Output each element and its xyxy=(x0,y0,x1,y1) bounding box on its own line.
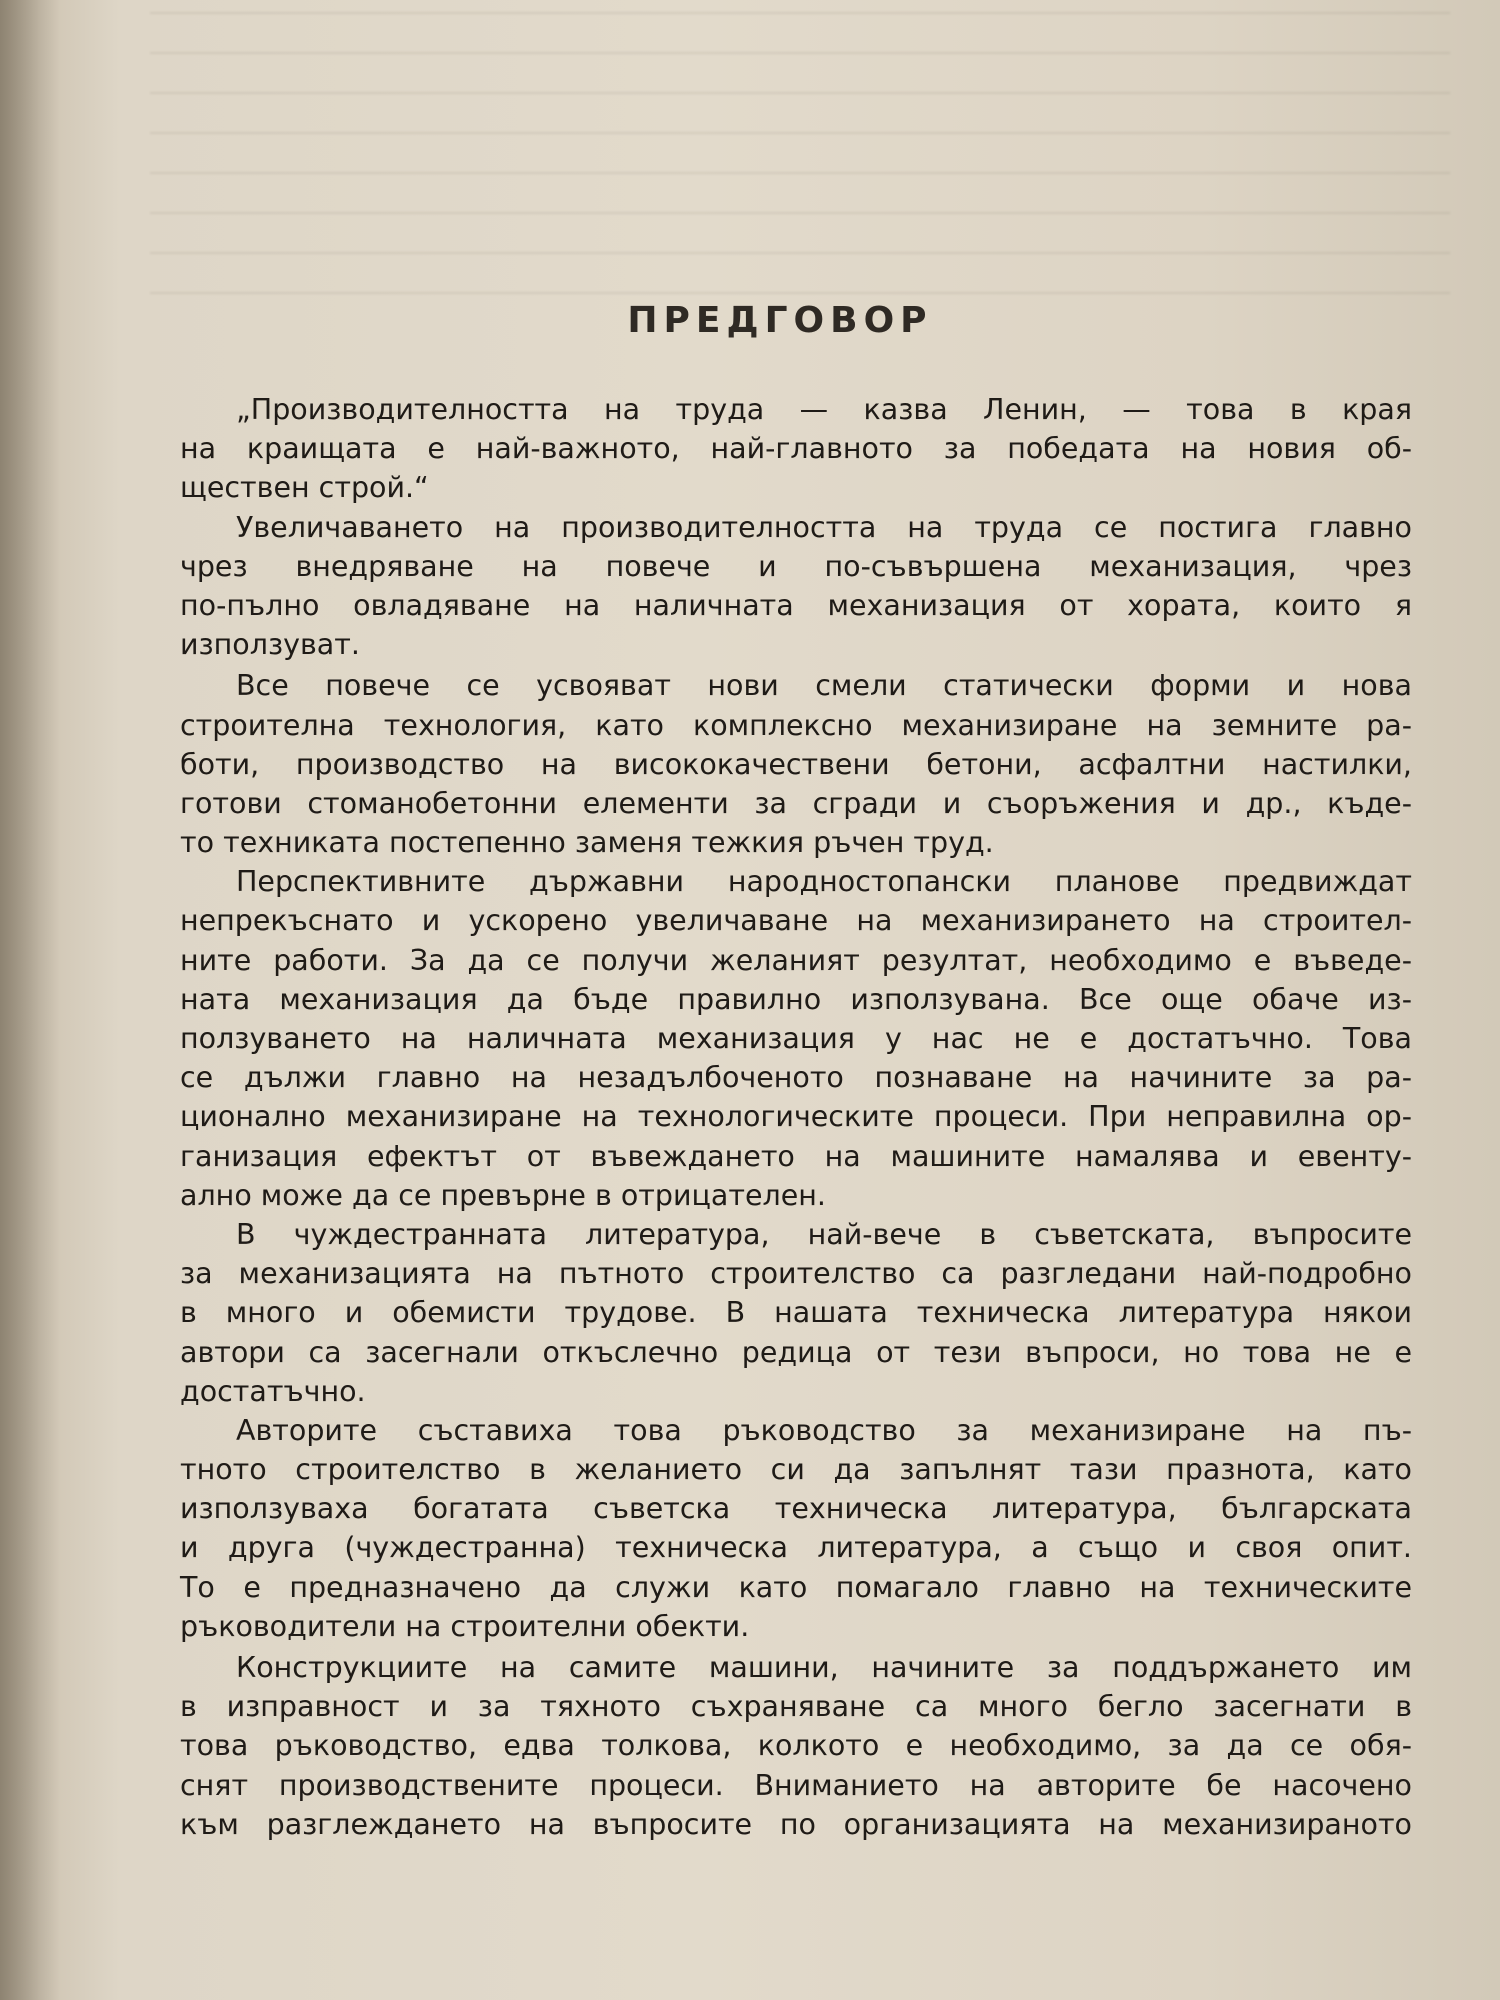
text-line: автори са засегнали откъслечно редица от тези въпроси, но това не е xyxy=(180,1335,1412,1369)
text-line: Увеличаването на производителността на труда се постига главно xyxy=(236,510,1412,544)
text-line: В чуждестранната литература, най-вече в съветската, въпросите xyxy=(236,1217,1412,1251)
text-line: строителна технология, като комплексно механизиране на земните ра- xyxy=(180,708,1412,742)
text-line: ръководители на строителни обекти. xyxy=(180,1609,750,1643)
show-through-text xyxy=(150,0,1450,320)
text-line: в много и обемисти трудове. В нашата техническа литература някои xyxy=(180,1296,1412,1330)
text-line: използуват. xyxy=(180,628,360,662)
paragraph-7 xyxy=(180,1648,1412,1844)
page-heading: ПРЕДГОВОР xyxy=(627,300,933,341)
text-line: достатъчно. xyxy=(180,1374,366,1408)
paragraph-4 xyxy=(180,862,1412,1215)
body-text xyxy=(180,390,1412,1844)
text-line: „Производителността на труда — казва Ленин, — това в края xyxy=(236,393,1412,426)
text-line: по-пълно овладяване на наличната механизация от хората, които я xyxy=(180,588,1412,622)
text-line: това ръководство, едва толкова, колкото е необходимо, за да се обя- xyxy=(180,1729,1412,1763)
text-line: и друга (чуждестранна) техническа литература, а също и своя опит. xyxy=(180,1531,1412,1565)
text-line: за механизацията на пътното строителство са разгледани най-подробно xyxy=(180,1257,1412,1291)
text-line: в изправност и за тяхното съхраняване са много бегло засегнати в xyxy=(180,1690,1412,1724)
text-line: ползуването на наличната механизация у нас не е достатъчно. Това xyxy=(180,1022,1412,1055)
text-line: То е предназначено да служи като помагало главно на техническите xyxy=(180,1570,1412,1604)
text-line: снят производствените процеси. Вниманието на авторите бе насочено xyxy=(180,1768,1412,1802)
text-line: ната механизация да бъде правилно използувана. Все още обаче из- xyxy=(180,982,1412,1016)
text-line: то техниката постепенно заменя тежкия ръчен труд. xyxy=(180,826,994,860)
text-line: ществен строй.“ xyxy=(180,471,429,505)
text-line: Авторите съставиха това ръководство за механизиране на пъ- xyxy=(236,1413,1412,1447)
text-line: Конструкциите на самите машини, начините за поддържането им xyxy=(236,1651,1412,1684)
text-line: използуваха богатата съветска техническа литература, българската xyxy=(180,1492,1412,1526)
paragraph-6 xyxy=(180,1411,1412,1646)
text-line: готови стоманобетонни елементи за сгради и съоръжения и др., къде- xyxy=(180,786,1412,820)
text-line: чрез внедряване на повече и по-съвършена механизация, чрез xyxy=(180,549,1412,583)
text-line: ално може да се превърне в отрицателен. xyxy=(180,1178,826,1212)
text-line: непрекъснато и ускорено увеличаване на механизирането на строител- xyxy=(180,904,1412,938)
text-line: Все повече се усвояват нови смели статически форми и нова xyxy=(236,669,1412,703)
paragraph-2 xyxy=(180,508,1412,665)
text-line: се дължи главно на незадълбоченото познаване на начините за ра- xyxy=(180,1061,1412,1095)
text-line: към разглеждането на въпросите по организацията на механизираното xyxy=(180,1807,1412,1841)
text-line: тното строителство в желанието си да запълнят тази празнота, като xyxy=(180,1453,1412,1487)
text-line: ганизация ефектът от въвеждането на машините намалява и евенту- xyxy=(180,1139,1412,1173)
paragraph-5 xyxy=(180,1215,1412,1411)
paragraph-1 xyxy=(180,390,1412,508)
text-line: Перспективните държавни народностопански планове предвиждат xyxy=(236,865,1412,899)
paragraph-3 xyxy=(180,666,1412,862)
text-line: на краищата е най-важното, най-главното за победата на новия об- xyxy=(180,432,1412,466)
text-line: боти, производство на висококачествени бетони, асфалтни настилки, xyxy=(180,747,1412,781)
text-line: ционално механизиране на технологическите процеси. При неправилна ор- xyxy=(180,1100,1412,1134)
text-line: ните работи. За да се получи желаният резултат, необходимо е въведе- xyxy=(180,943,1412,977)
